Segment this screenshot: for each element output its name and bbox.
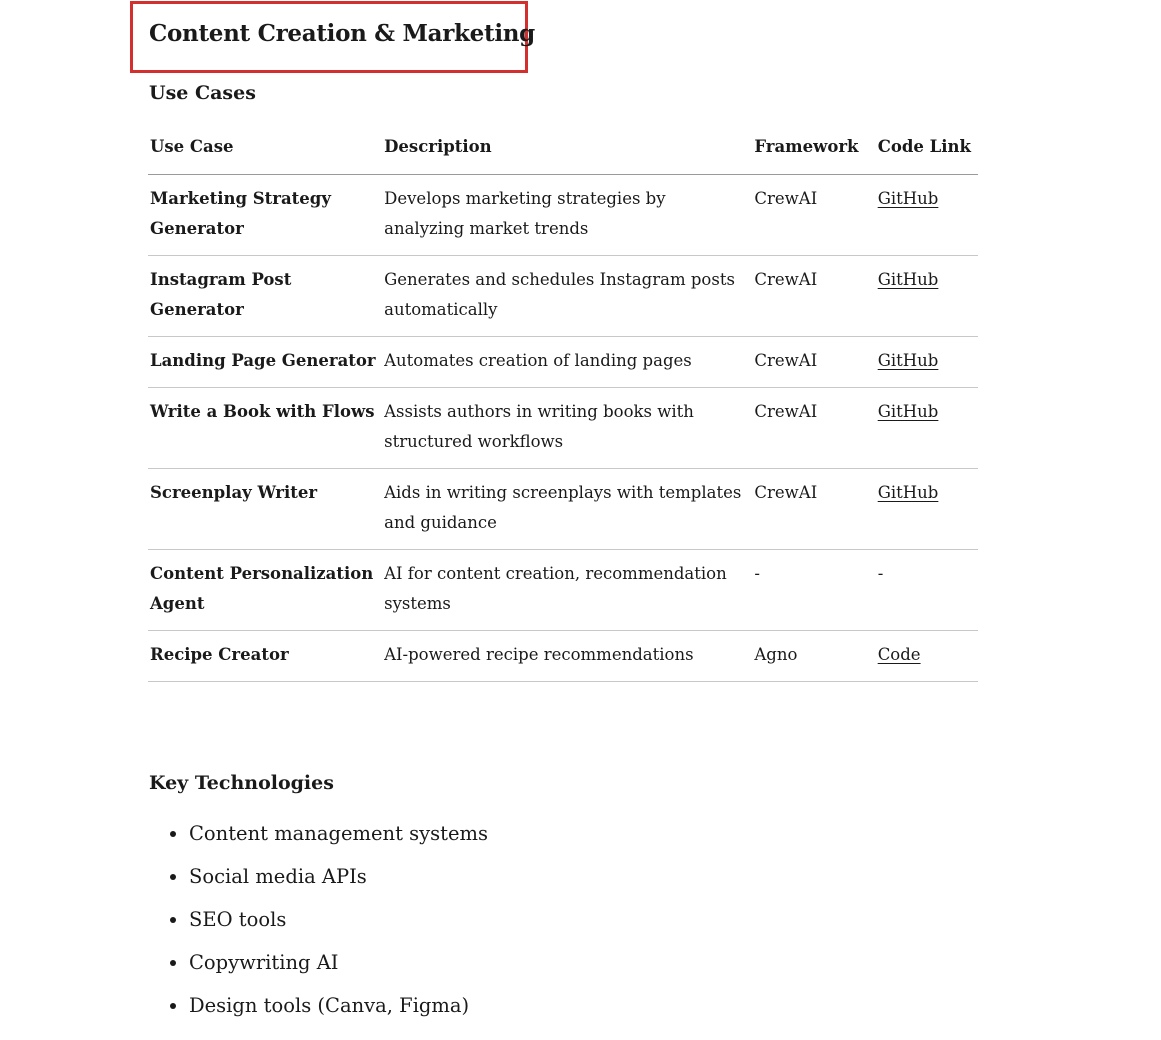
code-link-cell	[876, 631, 978, 682]
code-link-cell	[876, 337, 978, 388]
github-link[interactable]: GitHub	[877, 270, 939, 289]
use-case-framework: CrewAI	[752, 256, 875, 337]
use-case-framework: Agno	[752, 631, 875, 682]
table-row	[148, 550, 978, 631]
use-case-description: Assists authors in writing books with structured workflows	[382, 388, 752, 469]
section-title: Content Creation & Marketing	[149, 20, 535, 47]
use-case-description: AI-powered recipe recommendations	[382, 631, 752, 682]
use-case-description: AI for content creation, recommendation systems	[382, 550, 752, 631]
list-item: • Content management systems	[189, 812, 488, 855]
list-item: • Social media APIs	[189, 855, 488, 898]
use-cases-table	[148, 130, 978, 682]
use-case-name: Marketing Strategy Generator	[148, 175, 382, 256]
use-case-framework: CrewAI	[752, 337, 875, 388]
table-row	[148, 631, 978, 682]
column-header-description: Description	[382, 130, 752, 175]
code-link-cell	[876, 469, 978, 550]
table-row	[148, 388, 978, 469]
column-header-code-link: Code Link	[876, 130, 978, 175]
use-case-name: Instagram Post Generator	[148, 256, 382, 337]
code-link-cell	[876, 256, 978, 337]
use-case-framework: CrewAI	[752, 388, 875, 469]
use-case-description: Automates creation of landing pages	[382, 337, 752, 388]
use-case-name: Landing Page Generator	[148, 337, 382, 388]
github-link[interactable]: GitHub	[877, 189, 939, 208]
use-case-framework: CrewAI	[752, 469, 875, 550]
code-link-cell: -	[876, 550, 978, 631]
code-link-cell	[876, 175, 978, 256]
use-case-description: Aids in writing screenplays with templates and guidance	[382, 469, 752, 550]
use-case-description: Generates and schedules Instagram posts automatically	[382, 256, 752, 337]
github-link[interactable]: GitHub	[877, 402, 939, 421]
table-row	[148, 469, 978, 550]
github-link[interactable]: GitHub	[877, 351, 939, 370]
key-technologies-heading: Key Technologies	[149, 772, 334, 794]
column-header-framework: Framework	[752, 130, 875, 175]
list-item: • SEO tools	[189, 898, 488, 941]
use-case-name: Screenplay Writer	[148, 469, 382, 550]
use-case-description: Develops marketing strategies by analyzing market trends	[382, 175, 752, 256]
code-link[interactable]: Code	[877, 645, 921, 664]
github-link[interactable]: GitHub	[877, 483, 939, 502]
code-link-cell	[876, 388, 978, 469]
table-row	[148, 175, 978, 256]
use-cases-heading: Use Cases	[149, 82, 256, 104]
column-header-use-case: Use Case	[148, 130, 382, 175]
use-case-name: Recipe Creator	[148, 631, 382, 682]
table-header-row	[148, 130, 978, 175]
list-item: • Design tools (Canva, Figma)	[189, 984, 488, 1027]
use-case-framework: -	[752, 550, 875, 631]
use-case-framework: CrewAI	[752, 175, 875, 256]
list-item: • Copywriting AI	[189, 941, 488, 984]
table-row	[148, 337, 978, 388]
table-row	[148, 256, 978, 337]
use-case-name: Content Personalization Agent	[148, 550, 382, 631]
use-case-name: Write a Book with Flows	[148, 388, 382, 469]
key-technologies-list	[149, 812, 488, 1027]
